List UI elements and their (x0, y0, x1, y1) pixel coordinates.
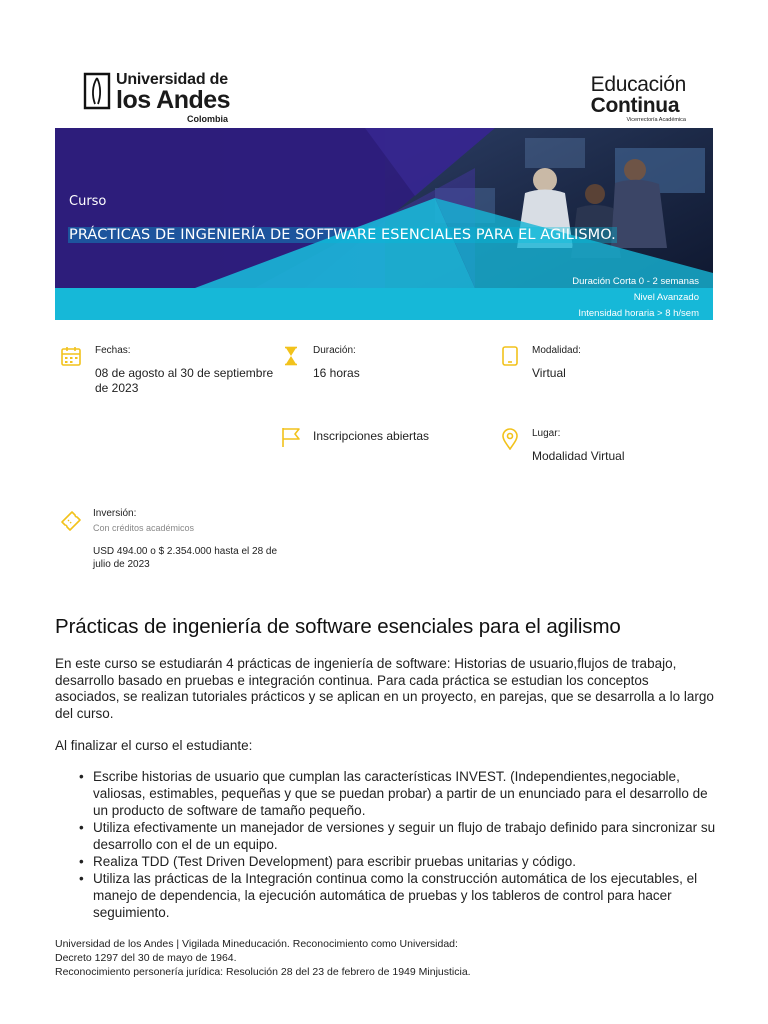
inscripciones-value: Inscripciones abiertas (313, 429, 430, 443)
banner-meta-intensity: Intensidad horaria > 8 h/sem (578, 308, 699, 319)
info-duracion (280, 345, 480, 385)
fechas-value: 08 de agosto al 30 de septiembre de 2023 (95, 366, 274, 395)
inversion-value: USD 494.00 o $ 2.354.000 hasta el 28 de julio de 2023 (93, 546, 278, 570)
inversion-sub: Con créditos académicos (93, 523, 195, 533)
lugar-label: Lugar: (532, 428, 561, 439)
uniandes-country: Colombia (187, 114, 229, 124)
info-fechas (60, 345, 280, 405)
course-lead: Al finalizar el curso el estudiante: (55, 738, 253, 753)
footer (55, 937, 471, 979)
ec-line2: Continua (590, 94, 680, 117)
info-inscripciones (280, 426, 480, 456)
footer-line1: Universidad de los Andes | Vigilada Mineducación. Reconocimiento como Universidad: (55, 938, 458, 950)
info-inversion (60, 508, 290, 578)
uniandes-name-line2: los Andes (116, 86, 231, 114)
banner-meta-level: Nivel Avanzado (633, 292, 699, 303)
info-lugar (499, 428, 699, 468)
tablet-icon (499, 345, 521, 367)
calendar-icon (60, 345, 82, 367)
course-banner (55, 128, 713, 320)
list-item: • Realiza TDD (Test Driven Development) para escribir pruebas unitarias y código. (93, 853, 718, 870)
list-item: • Utiliza las prácticas de la Integración continua como la construcción automática de los ejecutables, el manejo de dependencia, la ejecución automática de pruebas y los tableros de control para hacer seguimiento. (93, 870, 718, 921)
educacion-continua-logo (591, 74, 686, 124)
flag-icon (280, 426, 302, 448)
location-pin-icon (499, 428, 521, 450)
inversion-label: Inversión: (93, 508, 137, 519)
modalidad-label: Modalidad: (532, 345, 581, 356)
list-item: • Escribe historias de usuario que cumplan las características INVEST. (Independientes,negociable, valiosas, estimables, pequeñas y que se puedan probar) a partir de un enunciado para el desarrollo de un producto de software de tamaño pequeño. (93, 768, 718, 819)
ec-line1: Educación (590, 73, 686, 96)
ec-line3: Vicerrectoría Académica (626, 117, 686, 123)
duracion-label: Duración: (313, 345, 356, 356)
duracion-value: 16 horas (313, 366, 360, 380)
banner-meta (572, 274, 699, 320)
lugar-value: Modalidad Virtual (532, 449, 625, 463)
uniandes-emblem-icon (82, 72, 112, 110)
uniandes-logo (82, 72, 230, 124)
fechas-label: Fechas: (95, 345, 131, 356)
banner-kicker: Curso (69, 194, 107, 209)
info-modalidad (499, 345, 699, 385)
ticket-icon (60, 510, 82, 532)
outcomes-list (93, 768, 718, 921)
course-title: Prácticas de ingeniería de software esenciales para el agilismo (55, 615, 621, 638)
hourglass-icon (280, 345, 302, 367)
banner-meta-duration: Duración Corta 0 - 2 semanas (572, 276, 699, 287)
course-intro: En este curso se estudiarán 4 prácticas de ingeniería de software: Historias de usuario,flujos de trabajo, desarrollo basado en pruebas e integración continua. Para cada práctica se estudian los conceptos asociados, se realizan tutoriales prácticos y se aplican en un proyecto, en parejas, que se desarrolla a lo largo del curso. (55, 656, 714, 721)
footer-line3: Reconocimiento personería jurídica: Resolución 28 del 23 de febrero de 1949 Minjusticia. (55, 966, 471, 978)
uniandes-name-line1: Universidad de (116, 71, 228, 88)
modalidad-value: Virtual (532, 366, 566, 380)
banner-title: PRÁCTICAS DE INGENIERÍA DE SOFTWARE ESENCIALES PARA EL AGILISMO. (69, 227, 616, 243)
footer-line2: Decreto 1297 del 30 de mayo de 1964. (55, 952, 237, 964)
list-item: • Utiliza efectivamente un manejador de versiones y seguir un flujo de trabajo definido para sincronizar su desarrollo con el de un equipo. (93, 819, 718, 853)
